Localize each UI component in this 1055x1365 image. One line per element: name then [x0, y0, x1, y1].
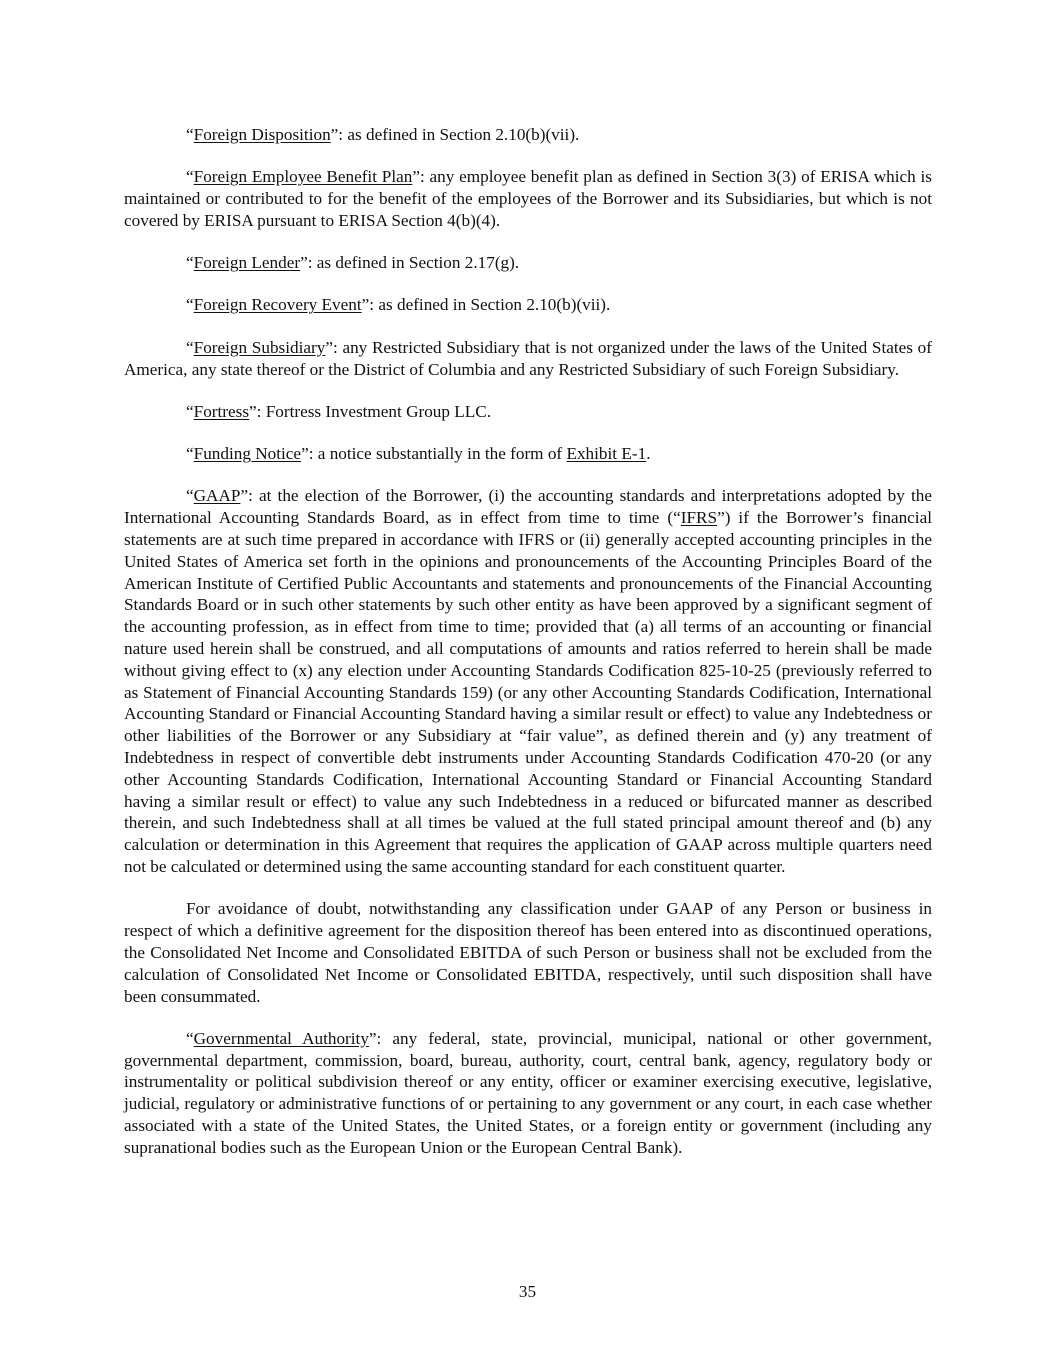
ifrs-term: IFRS — [680, 508, 718, 528]
open-quote: “ — [186, 167, 194, 187]
defined-term: Funding Notice — [193, 444, 302, 464]
definition-text: ”: Fortress Investment Group LLC. — [249, 401, 492, 421]
defined-term: Foreign Subsidiary — [193, 337, 326, 357]
defined-term: Governmental Authority — [193, 1028, 369, 1048]
definition-foreign-disposition — [124, 124, 932, 146]
open-quote: “ — [186, 295, 194, 315]
defined-term: GAAP — [193, 486, 241, 506]
defined-term: Foreign Employee Benefit Plan — [193, 167, 413, 187]
definition-text: ”: any federal, state, provincial, municipal, national or other government, governmental department, commission, board, bureau, authority, court, central bank, agency, regulatory body or instrumentality or political subdivision thereof or any entity, officer or examiner exercising executive, legislative, judicial, regulatory or administrative functions of or pertaining to any government or any court, in each case whether associated with a state of the United States, the United States, or a foreign entity or government (including any supranational bodies such as the European Union or the European Central Bank). — [124, 1028, 932, 1157]
open-quote: “ — [186, 444, 194, 464]
definition-text: ”: as defined in Section 2.10(b)(vii). — [361, 295, 611, 315]
definition-text: ”: any employee benefit plan as defined in Section 3(3) of ERISA which is maintained or contributed to for the benefit of the employees of the Borrower and its Subsidiaries, but which is not covered by ERISA pursuant to ERISA Section 4(b)(4). — [124, 167, 933, 230]
definition-foreign-employee-benefit-plan — [124, 166, 932, 231]
definition-text: ”: a notice substantially in the form of — [301, 444, 567, 464]
open-quote: “ — [186, 486, 194, 506]
definition-gaap — [124, 485, 932, 877]
definition-text-continued: ”) if the Borrower’s financial statements are at such time prepared in accordance with IFRS or (ii) generally accepted accounting principles in the United States of America set forth in the opinions and pronouncements of the Accounting Principles Board of the American Institute of Certified Public Accountants and statements and pronouncements of the Financial Accounting Standards Board or in such other statements by such other entity as have been approved by a significant segment of the accounting profession, as in effect from time to time; provided that (a) all terms of an accounting or financial nature used herein shall be construed, and all computations of amounts and ratios referred to herein shall be made without giving effect to (x) any election under Accounting Standards Codification 825-10-25 (previously referred to as Statement of Financial Accounting Standards 159) (or any other Accounting Standards Codification, International Accounting Standard or Financial Accounting Standard having a similar result or effect) to value any Indebtedness or other liabilities of the Borrower or any Subsidiary at “fair value”, as defined therein and (y) any treatment of Indebtedness in respect of convertible debt instruments under Accounting Standards Codification 470-20 (or any other Accounting Standards Codification, International Accounting Standard or Financial Accounting Standard having a similar result or effect) to value any such Indebtedness in a reduced or bifurcated manner as described therein, and such Indebtedness shall at all times be valued at the full stated principal amount thereof and (b) any calculation or determination in this Agreement that requires the application of GAAP across multiple quarters need not be calculated or determined using the same accounting standard for each constituent quarter. — [124, 508, 932, 877]
open-quote: “ — [186, 401, 194, 421]
definition-fortress — [124, 401, 932, 423]
defined-term: Foreign Lender — [193, 253, 301, 273]
definition-text: ”: any Restricted Subsidiary that is not organized under the laws of the United States of America, any state thereof or the District of Columbia and any Restricted Subsidiary of such Foreign Subsidiary. — [124, 337, 932, 379]
definition-text: ”: as defined in Section 2.17(g). — [300, 253, 520, 273]
definition-foreign-lender — [124, 252, 932, 274]
avoidance-of-doubt-paragraph: For avoidance of doubt, notwithstanding any classification under GAAP of any Person or business in respect of which a definitive agreement for the disposition thereof has been entered into as discontinued operations, the Consolidated Net Income and Consolidated EBITDA of such Person or business shall not be excluded from the calculation of Consolidated Net Income or Consolidated EBITDA, respectively, until such disposition shall have been consummated. — [124, 899, 932, 1006]
definition-end: . — [646, 444, 651, 464]
definition-text: ”: as defined in Section 2.10(b)(vii). — [330, 125, 580, 144]
exhibit-reference: Exhibit E-1 — [566, 444, 647, 464]
open-quote: “ — [186, 253, 194, 273]
definition-foreign-recovery-event — [124, 294, 932, 316]
document-body — [124, 124, 932, 1179]
definition-funding-notice — [124, 443, 932, 465]
page-number: 35 — [518, 1282, 537, 1301]
defined-term: Foreign Disposition — [193, 125, 331, 144]
open-quote: “ — [186, 1028, 194, 1048]
defined-term: Foreign Recovery Event — [193, 295, 362, 315]
definition-foreign-subsidiary — [124, 337, 932, 381]
defined-term: Fortress — [193, 401, 250, 421]
open-quote: “ — [186, 337, 194, 357]
open-quote: “ — [186, 125, 194, 144]
definition-governmental-authority — [124, 1028, 932, 1159]
definition-text: ”: at the election of the Borrower, (i) the accounting standards and interpretations adopted by the International Accounting Standards Board, as in effect from time to time (“ — [124, 486, 932, 528]
